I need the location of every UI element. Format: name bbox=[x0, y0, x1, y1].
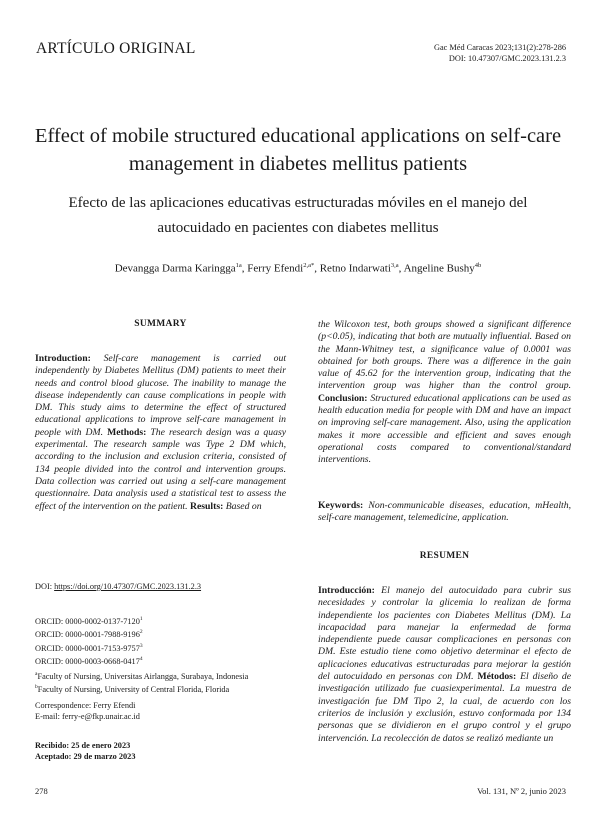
dates-block bbox=[35, 741, 286, 762]
doi-label: DOI: bbox=[35, 582, 53, 591]
resumen-heading: RESUMEN bbox=[419, 551, 470, 561]
doi-link[interactable]: https://doi.org/10.47307/GMC.2023.131.2.3 bbox=[54, 582, 202, 591]
received-date: Recibido: 25 de enero 2023 bbox=[35, 741, 131, 750]
author-name: Angeline Bushy bbox=[403, 262, 475, 275]
orcid-item: ORCID: 0000-0001-7153-9757$^3$ bbox=[35, 642, 143, 653]
article-title-spanish: Efecto de las aplicaciones educativas estructuradas móviles en el manejo del autocuidado en pacientes con diabetes mellitus bbox=[68, 195, 528, 236]
summary-abstract-left bbox=[35, 353, 286, 513]
correspondence-email: E-mail: ferry-e@fkp.unair.ac.id bbox=[35, 711, 140, 721]
journal-citation bbox=[434, 43, 566, 64]
correspondence-name: Correspondence: Ferry Efendi bbox=[35, 701, 136, 710]
journal-reference: Gac Méd Caracas 2023;131(2):278-286 bbox=[433, 43, 566, 52]
affiliation-item: $^a$Faculty of Nursing, Universitas Airlangga, Surabaya, Indonesia bbox=[35, 671, 249, 681]
results-text-continued: the Wilcoxon test, both groups showed a significant difference (p<0.05), indicating that both are mutually influential. Based on the Mann-Whitney test, a significance value of 0.0001 was obtained for both groups. There was a difference in the gain value of 45.62 for the intervention group, indicating that the intervention group was higher than the control group. bbox=[318, 319, 571, 392]
methods-text: The research design was a quasy experimental. The research sample was Type 2 DM which, according to the inclusion and exclusion criteria, consisted of 134 people divided into the control and intervention groups. Data collection was carried out using a self-care management questionnaire. Data analysis used a statistical test to assess the effect of the intervention on the patient. bbox=[35, 426, 287, 512]
author-list: Devangga Darma Karingga$^{1a}$, Ferry Efendi$^{2,a*}$, Retno Indarwati$^{3,a}$, Angeline Bushy$^{4b}$ bbox=[114, 262, 482, 275]
author-affiliation-mark: 3,a bbox=[390, 262, 399, 269]
doi-line: DOI: 10.47307/GMC.2023.131.2.3 bbox=[448, 53, 566, 63]
author-affiliation-mark: 4b bbox=[474, 262, 482, 269]
methods-label: Methods: bbox=[107, 426, 147, 438]
results-text: Based on bbox=[225, 500, 262, 512]
doi-block bbox=[35, 582, 286, 593]
resumen-abstract bbox=[318, 585, 571, 745]
affiliation-item: $^b$Faculty of Nursing, University of Central Florida, Florida bbox=[35, 684, 230, 695]
keywords-label: Keywords: bbox=[318, 500, 364, 511]
keywords-block bbox=[318, 500, 571, 525]
conclusion-text: Structured educational applications can be used as health education media for people with DM and have an impact on improving self-care management. Also, using the application makes it more accessible and efficient and saves enough operational costs compared to conventional/standard interventions. bbox=[318, 392, 571, 466]
orcid-item: ORCID: 0000-0002-0137-7120$^1$ bbox=[35, 616, 143, 626]
correspondence-block bbox=[35, 701, 286, 722]
affiliation-list bbox=[35, 669, 286, 696]
article-title-english: Effect of mobile structured educational applications on self-care management in diabetes mellitus patients bbox=[34, 125, 562, 175]
author-affiliation-mark: 2,a* bbox=[303, 262, 315, 269]
orcid-list bbox=[35, 614, 286, 667]
author-name: Devangga Darma Karingga bbox=[114, 262, 236, 275]
intro-text: Self-care management is carried out independently by Diabetes Mellitus (DM) patients to meet their needs and control blood glucose. The inability to manage the disease independently can cause complications in people with DM. This study aims to determine the effect of structured educational applications to improve self-care management in people with DM. bbox=[35, 353, 287, 438]
orcid-item: ORCID: 0000-0003-0668-0417$^4$ bbox=[35, 656, 143, 666]
author-name: Retno Indarwati bbox=[319, 262, 391, 275]
metodos-label: Métodos: bbox=[477, 671, 517, 683]
section-label: ARTÍCULO ORIGINAL bbox=[36, 40, 196, 57]
summary-heading: SUMMARY bbox=[134, 319, 187, 329]
orcid-item: ORCID: 0000-0001-7988-9196$^2$ bbox=[35, 629, 143, 640]
volume-info: Vol. 131, Nº 2, junio 2023 bbox=[477, 786, 566, 796]
conclusion-label: Conclusion: bbox=[318, 392, 368, 404]
page-number: 278 bbox=[35, 786, 48, 796]
keywords-text: Non-communicable diseases, education, mHealth, self-care management, telemedicine, application. bbox=[318, 500, 571, 524]
summary-abstract-right bbox=[318, 319, 571, 467]
intro-label: Introduction: bbox=[35, 353, 91, 364]
author-affiliation-mark: 1a bbox=[235, 262, 242, 269]
introduccion-text: El manejo del autocuidado para cubrir sus necesidades y controlar la glicemia lo realizan de forma independiente los pacientes con Diabetes Mellitus (DM). La incapacidad para manejar la enfermedad de forma independiente puede causar complicaciones en personas con DM. Este estudio tiene como objetivo determinar el efecto de aplicaciones educativas estructuradas para mejorar la gestión del autocuidado en personas con DM. bbox=[318, 585, 571, 683]
author-name: Ferry Efendi bbox=[247, 262, 304, 275]
results-label: Results: bbox=[189, 500, 224, 512]
accepted-date: Aceptado: 29 de marzo 2023 bbox=[35, 751, 136, 761]
introduccion-label: Introducción: bbox=[318, 585, 375, 596]
metodos-text: El diseño de investigación utilizado fue cuasiexperimental. La muestra de investigación fue DM Tipo 2, la cual, de acuerdo con los criterios de inclusión y exclusión, estuvo conformada por 134 personas que se dividieron en el grupo control y el grupo intervención. La recolección de datos se realizó mediante un bbox=[318, 671, 572, 744]
